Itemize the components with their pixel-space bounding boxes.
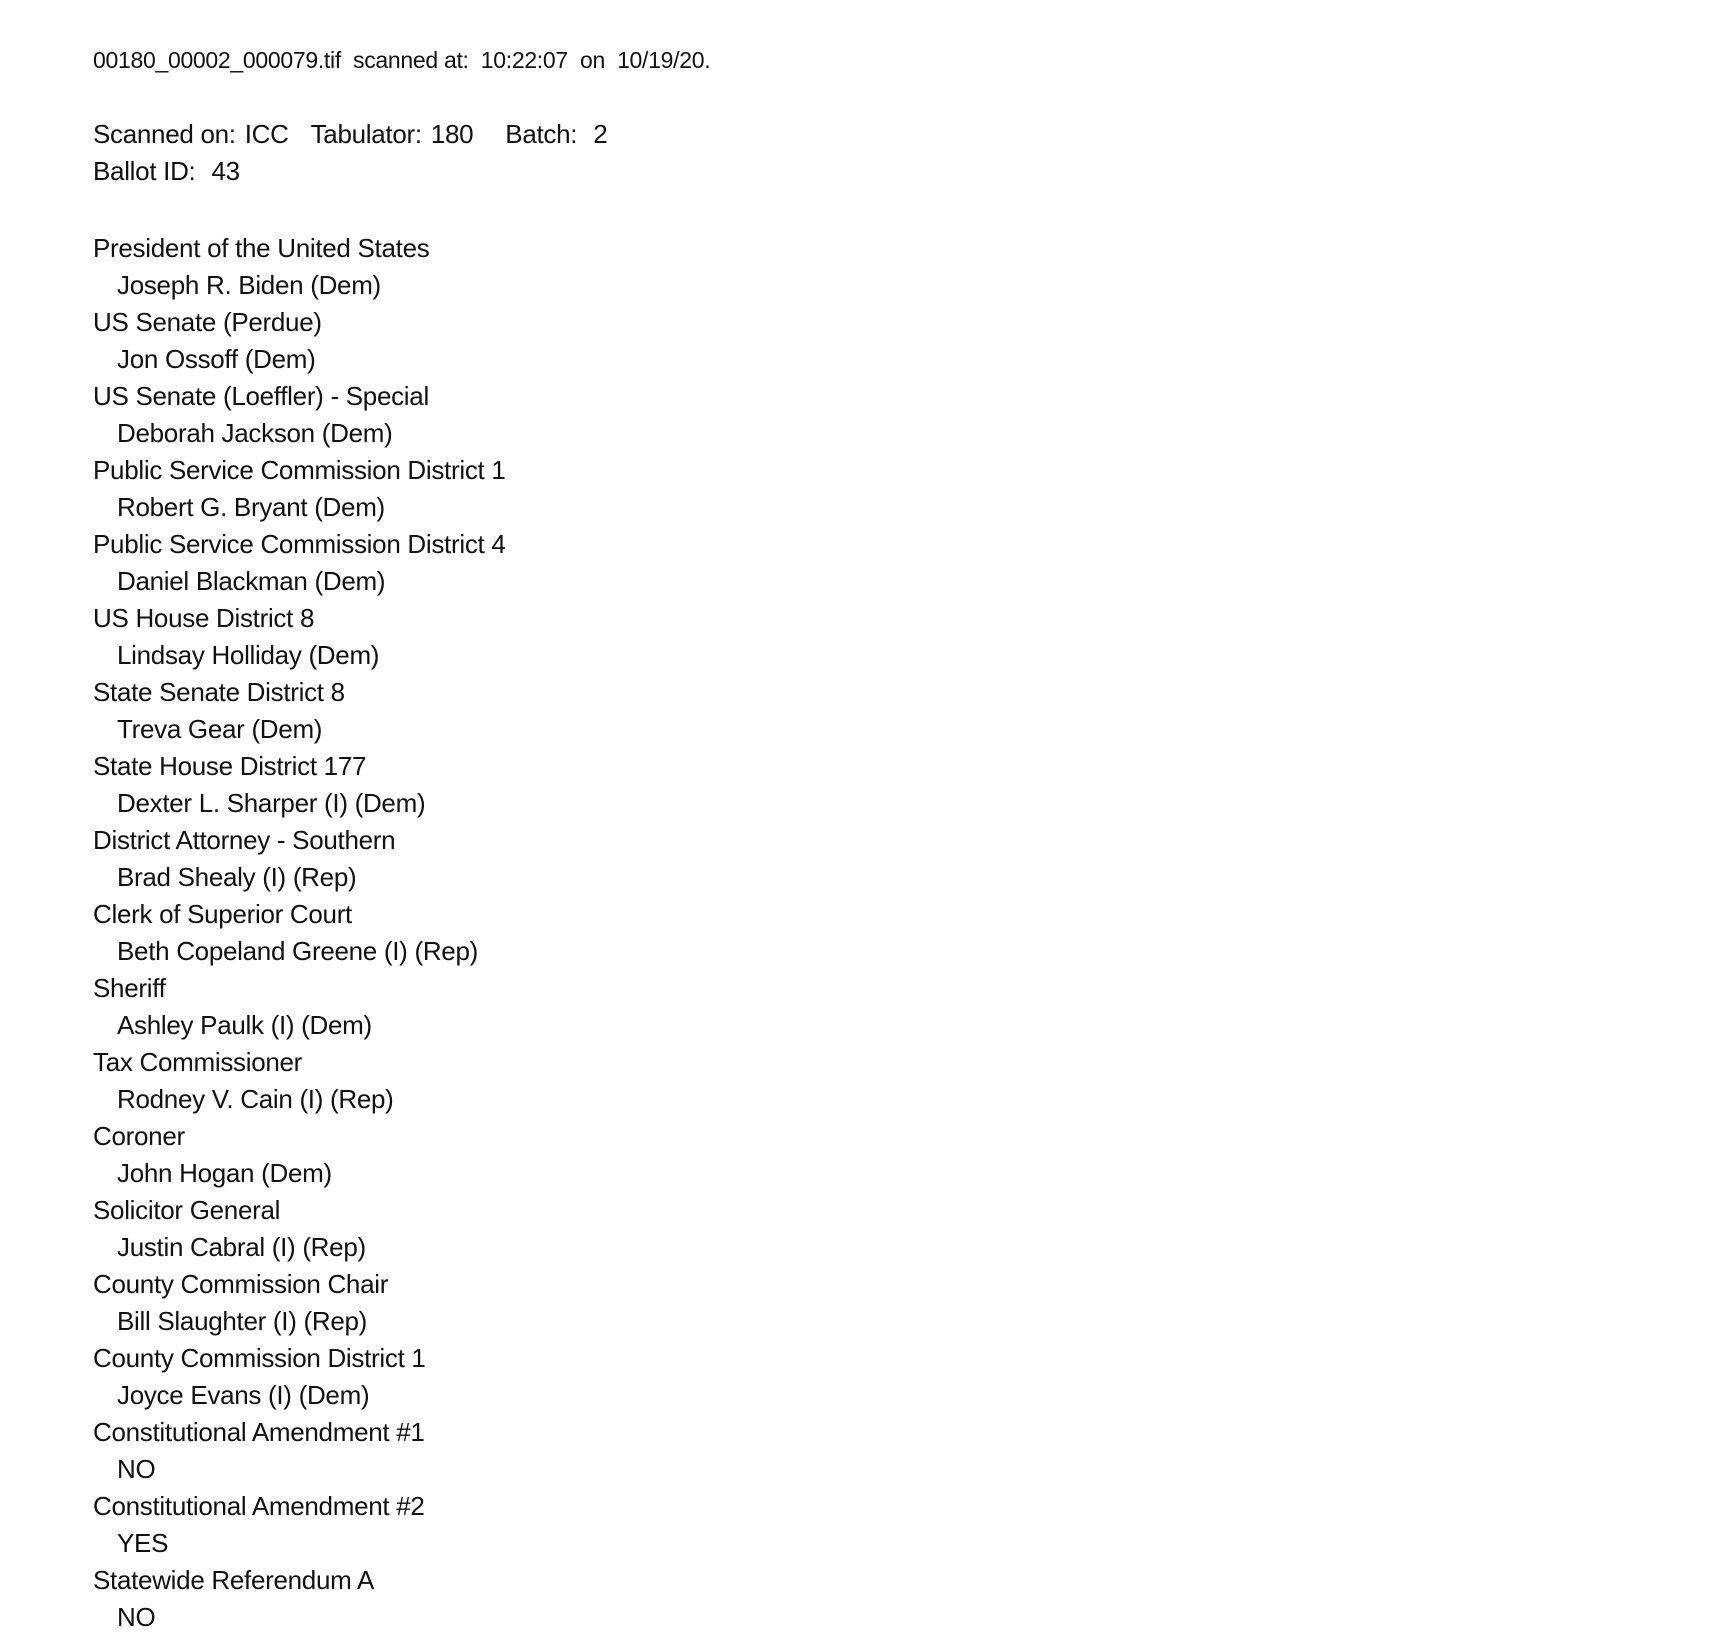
- scan-info-line: [93, 116, 1669, 153]
- contest-selection: Justin Cabral (I) (Rep): [117, 1232, 366, 1262]
- contest-name: US Senate (Loeffler) - Special: [93, 381, 429, 411]
- contest-name: President of the United States: [93, 233, 430, 263]
- scan-filename-line: [93, 46, 1669, 74]
- contest-name: Constitutional Amendment #2: [93, 1491, 425, 1521]
- tabulator-value: 180: [430, 119, 474, 149]
- contest-name: Public Service Commission District 1: [93, 455, 506, 485]
- ballot-id-line: [93, 153, 1669, 190]
- contest-name: Tax Commissioner: [93, 1047, 303, 1077]
- contest-selection: Joseph R. Biden (Dem): [117, 270, 381, 300]
- contest-row: [93, 1340, 1669, 1414]
- contest-name: Statewide Referendum A: [93, 1565, 375, 1595]
- contest-selection: Deborah Jackson (Dem): [117, 418, 393, 448]
- tabulator-label: Tabulator:: [310, 119, 422, 149]
- contest-row: [93, 896, 1669, 970]
- contest-name: US Senate (Perdue): [93, 307, 322, 337]
- scan-filename: 00180_00002_000079.tif: [93, 47, 341, 73]
- contest-name: County Commission Chair: [93, 1269, 389, 1299]
- contest-row: [93, 748, 1669, 822]
- contest-name: Solicitor General: [93, 1195, 281, 1225]
- contest-selection: Robert G. Bryant (Dem): [117, 492, 385, 522]
- contest-name: State House District 177: [93, 751, 367, 781]
- contest-name: Clerk of Superior Court: [93, 899, 352, 929]
- batch-label: Batch:: [505, 119, 578, 149]
- contest-row: [93, 1266, 1669, 1340]
- contest-results-list: [93, 230, 1669, 1636]
- contest-row: [93, 526, 1669, 600]
- scanner-value: ICC: [244, 119, 289, 149]
- contest-selection: Beth Copeland Greene (I) (Rep): [117, 936, 478, 966]
- contest-row: [93, 1562, 1669, 1636]
- contest-row: [93, 822, 1669, 896]
- contest-row: [93, 1044, 1669, 1118]
- contest-selection: Treva Gear (Dem): [117, 714, 323, 744]
- contest-name: US House District 8: [93, 603, 315, 633]
- contest-selection: Dexter L. Sharper (I) (Dem): [117, 788, 426, 818]
- contest-name: Coroner: [93, 1121, 185, 1151]
- contest-selection: NO: [117, 1602, 156, 1632]
- scanned-at-label: scanned at:: [353, 47, 469, 73]
- contest-selection: Joyce Evans (I) (Dem): [117, 1380, 370, 1410]
- contest-selection: Brad Shealy (I) (Rep): [117, 862, 357, 892]
- contest-name: Sheriff: [93, 973, 166, 1003]
- contest-selection: YES: [117, 1528, 169, 1558]
- contest-row: [93, 1488, 1669, 1562]
- contest-row: [93, 674, 1669, 748]
- contest-name: District Attorney - Southern: [93, 825, 396, 855]
- scan-on-label: on: [579, 47, 605, 73]
- contest-selection: Lindsay Holliday (Dem): [117, 640, 380, 670]
- scan-time: 10:22:07: [480, 47, 568, 73]
- scanned-on-label: Scanned on:: [93, 119, 236, 149]
- ballot-id-label: Ballot ID:: [93, 156, 196, 186]
- contest-row: [93, 1192, 1669, 1266]
- contest-name: Public Service Commission District 4: [93, 529, 506, 559]
- contest-selection: Ashley Paulk (I) (Dem): [117, 1010, 372, 1040]
- ballot-id-value: 43: [211, 156, 240, 186]
- contest-name: Constitutional Amendment #1: [93, 1417, 425, 1447]
- contest-row: [93, 452, 1669, 526]
- contest-row: [93, 230, 1669, 304]
- contest-selection: Rodney V. Cain (I) (Rep): [117, 1084, 394, 1114]
- contest-row: [93, 1414, 1669, 1488]
- contest-row: [93, 970, 1669, 1044]
- batch-value: 2: [593, 119, 608, 149]
- contest-name: County Commission District 1: [93, 1343, 426, 1373]
- contest-row: [93, 1118, 1669, 1192]
- contest-row: [93, 600, 1669, 674]
- contest-selection: Daniel Blackman (Dem): [117, 566, 386, 596]
- contest-selection: John Hogan (Dem): [117, 1158, 332, 1188]
- contest-name: State Senate District 8: [93, 677, 345, 707]
- contest-selection: Bill Slaughter (I) (Rep): [117, 1306, 367, 1336]
- contest-selection: NO: [117, 1454, 156, 1484]
- contest-selection: Jon Ossoff (Dem): [117, 344, 316, 374]
- scan-date: 10/19/20.: [617, 47, 711, 73]
- contest-row: [93, 378, 1669, 452]
- contest-row: [93, 304, 1669, 378]
